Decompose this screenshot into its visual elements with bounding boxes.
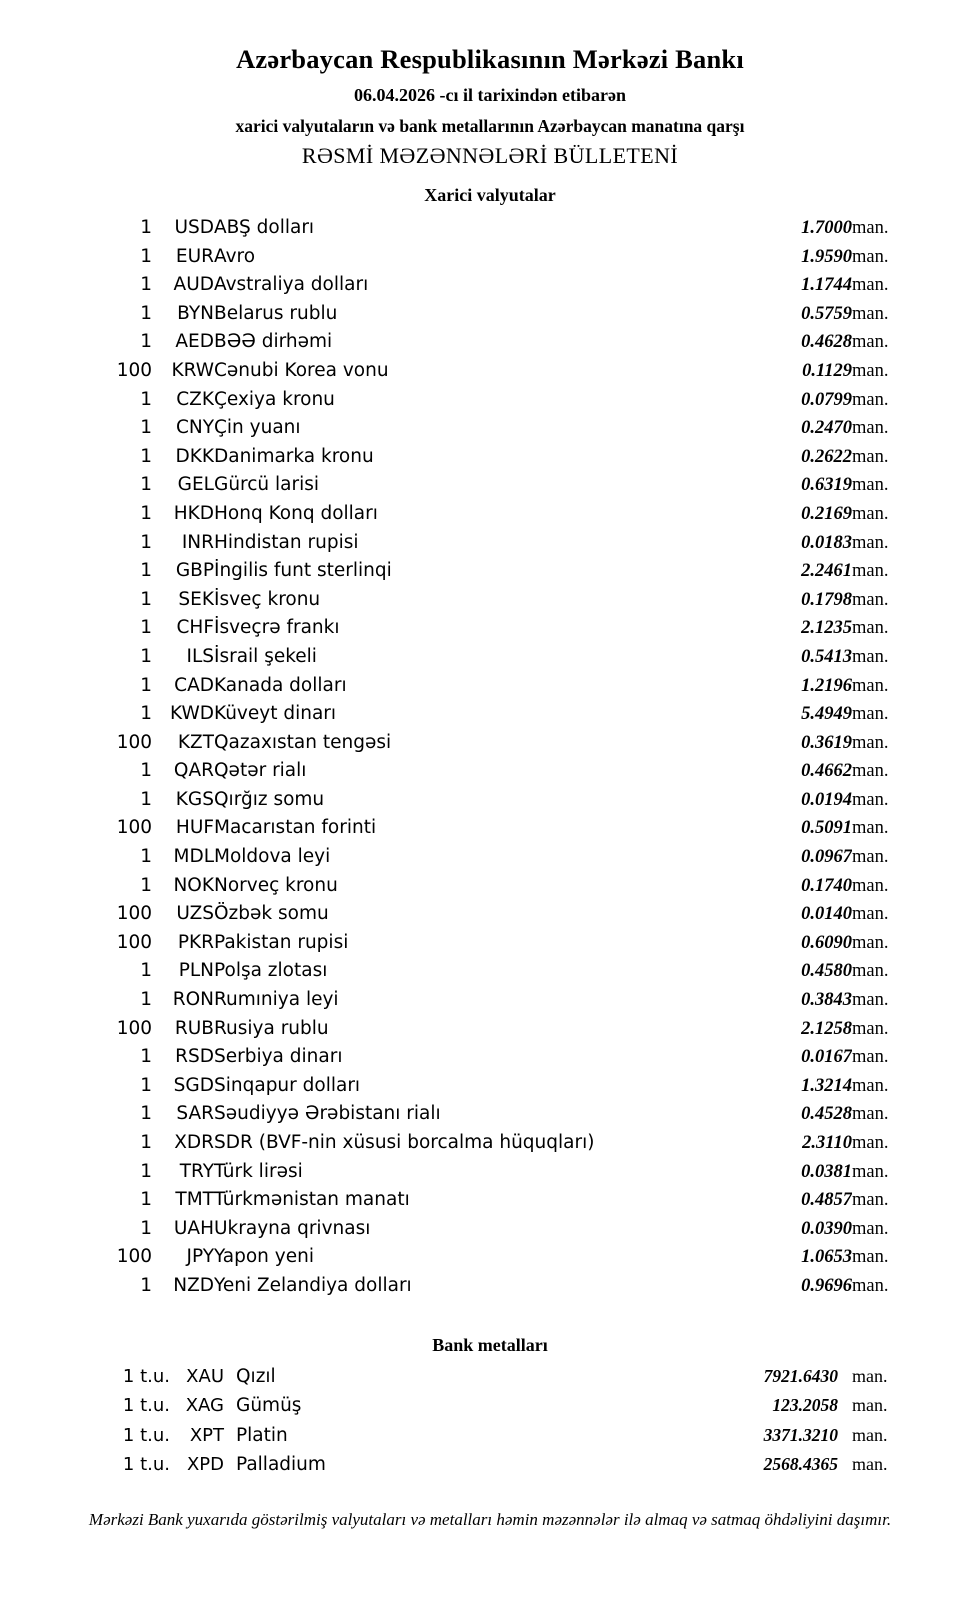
quantity-cell: 1 xyxy=(140,703,152,725)
quantity-cell: 1 xyxy=(140,302,152,324)
currency-row xyxy=(60,672,920,701)
currency-code-cell: CZK xyxy=(176,388,214,410)
rate-unit-cell: man. xyxy=(852,389,889,410)
rate-value-cell: 0.3619 xyxy=(801,732,852,753)
rate-unit-cell: man. xyxy=(852,1161,889,1182)
rate-value-cell: 2.1235 xyxy=(801,618,852,639)
currency-code-cell: AED xyxy=(175,331,214,353)
currency-code-cell: XPT xyxy=(189,1424,224,1446)
currency-row xyxy=(60,1215,920,1244)
rate-value-cell: 0.4528 xyxy=(801,1104,852,1125)
currency-code-cell: HUF xyxy=(175,817,214,839)
bulletin-heading: RƏSMİ MƏZƏNNƏLƏRİ BÜLLETENİ xyxy=(301,143,679,168)
quantity-cell: 100 xyxy=(116,903,152,925)
currency-name-cell: BƏƏ dirhəmi xyxy=(214,331,333,353)
rate-unit-cell: man. xyxy=(852,1424,888,1445)
currency-row xyxy=(60,643,920,672)
currency-name-cell: SDR (BVF-nin xüsusi borcalma hüquqları) xyxy=(214,1132,595,1153)
currency-row xyxy=(60,1100,920,1129)
currency-row xyxy=(60,1072,920,1101)
quantity-cell: 1 xyxy=(140,1189,152,1211)
currency-name-cell: Ukrayna qrivnası xyxy=(214,1217,371,1239)
quantity-cell: 1 xyxy=(140,388,152,410)
currency-name-cell: Macarıstan forinti xyxy=(214,817,377,839)
currency-name-cell: Avstraliya dolları xyxy=(214,274,369,296)
rate-unit-cell: man. xyxy=(852,961,889,982)
quantity-cell: 1 xyxy=(140,417,152,439)
quantity-cell: 1 xyxy=(140,846,152,868)
currency-row xyxy=(60,243,920,272)
rate-value-cell: 1.9590 xyxy=(801,246,852,267)
quantity-cell: 1 xyxy=(140,960,152,982)
quantity-cell: 100 xyxy=(116,1017,152,1039)
rate-value-cell: 0.0390 xyxy=(801,1218,852,1239)
currency-code-cell: RON xyxy=(172,989,214,1011)
currency-row xyxy=(60,1015,920,1044)
currency-code-cell: XAU xyxy=(186,1365,224,1387)
rate-unit-cell: man. xyxy=(852,1190,889,1211)
currency-name-cell: Gürcü larisi xyxy=(214,474,320,496)
rate-unit-cell: man. xyxy=(852,303,889,324)
currency-row xyxy=(60,300,920,329)
rate-value-cell: 0.9696 xyxy=(801,1275,852,1296)
currency-name-cell: Qazaxıstan tengəsi xyxy=(214,731,392,753)
quantity-cell: 1 xyxy=(140,331,152,353)
rate-value-cell: 5.4949 xyxy=(801,704,852,725)
rate-value-cell: 1.2196 xyxy=(801,675,852,696)
currency-code-cell: XDR xyxy=(174,1132,214,1153)
currency-row xyxy=(60,729,920,758)
currency-row xyxy=(60,1243,920,1272)
currency-code-cell: CNY xyxy=(175,417,214,439)
rate-value-cell: 0.0799 xyxy=(801,389,852,410)
currency-row xyxy=(60,843,920,872)
currency-name-cell: Honq Konq dolları xyxy=(214,502,378,524)
currency-name-cell: ABŞ dolları xyxy=(214,217,315,238)
metal-row xyxy=(60,1391,920,1421)
rate-value-cell: 1.7000 xyxy=(801,218,852,238)
rate-value-cell: 3371.3210 xyxy=(763,1424,838,1445)
quantity-cell: 1 xyxy=(140,617,152,639)
currency-row xyxy=(60,814,920,843)
rate-unit-cell: man. xyxy=(852,847,889,868)
currency-code-cell: INR xyxy=(181,531,214,553)
currency-code-cell: GBP xyxy=(175,560,214,582)
quantity-cell: 1 xyxy=(140,1046,152,1068)
currency-name-cell: Türk lirəsi xyxy=(214,1160,303,1182)
currency-row xyxy=(60,1186,920,1215)
quantity-cell: 1 t.u. xyxy=(122,1454,170,1476)
rate-value-cell: 0.4580 xyxy=(801,961,852,982)
quantity-cell: 1 xyxy=(140,760,152,782)
rate-value-cell: 0.1740 xyxy=(801,875,852,896)
rate-unit-cell: man. xyxy=(852,475,889,496)
rate-unit-cell: man. xyxy=(852,1275,889,1296)
rate-value-cell: 0.0183 xyxy=(801,532,852,553)
currency-code-cell: GEL xyxy=(177,474,214,496)
rate-value-cell: 1.0653 xyxy=(801,1247,852,1268)
rate-value-cell: 0.0140 xyxy=(801,904,852,925)
currency-name-cell: Serbiya dinarı xyxy=(214,1046,343,1068)
rate-value-cell: 0.2169 xyxy=(801,503,852,524)
currency-row xyxy=(60,872,920,901)
currency-row xyxy=(60,757,920,786)
rate-value-cell: 0.5413 xyxy=(801,646,852,667)
quantity-cell: 100 xyxy=(116,1246,152,1268)
footnote-text: Mərkəzi Bank yuxarıda göstərilmiş valyutaları və metalları həmin məzənnələr ilə almaq və satmaq öhdəliyini daşımır. xyxy=(88,1509,892,1529)
quantity-cell: 1 xyxy=(140,1103,152,1125)
rate-unit-cell: man. xyxy=(852,246,889,267)
metals-section-heading: Bank metalları xyxy=(432,1334,548,1355)
rate-value-cell: 1.3214 xyxy=(801,1075,852,1096)
rate-unit-cell: man. xyxy=(852,275,889,296)
rate-value-cell: 1.1744 xyxy=(801,275,852,296)
currency-name-cell: Moldova leyi xyxy=(214,846,331,868)
currency-code-cell: CHF xyxy=(176,617,214,639)
rate-value-cell: 2.3110 xyxy=(802,1133,852,1153)
currency-code-cell: TRY xyxy=(179,1160,214,1182)
quantity-cell: 100 xyxy=(116,359,152,381)
currency-name-cell: İngilis funt sterlinqi xyxy=(214,560,392,582)
rate-value-cell: 7921.6430 xyxy=(763,1365,838,1386)
metal-row xyxy=(60,1450,920,1480)
quantity-cell: 1 xyxy=(140,588,152,610)
rate-unit-cell: man. xyxy=(852,1104,889,1125)
currency-name-cell: Qızıl xyxy=(236,1365,276,1387)
currency-name-cell: Platin xyxy=(236,1424,288,1446)
currency-row xyxy=(60,386,920,415)
rate-unit-cell: man. xyxy=(852,1454,888,1475)
currency-code-cell: RUB xyxy=(174,1017,214,1039)
rate-value-cell: 0.4857 xyxy=(801,1190,852,1211)
currency-code-cell: SGD xyxy=(173,1074,214,1096)
currency-name-cell: Rusiya rublu xyxy=(214,1017,329,1039)
rate-unit-cell: man. xyxy=(852,1395,888,1416)
currency-name-cell: Rumıniya leyi xyxy=(214,989,339,1011)
currency-code-cell: KWD xyxy=(169,703,214,725)
rate-value-cell: 123.2058 xyxy=(772,1395,838,1416)
currency-name-cell: Özbək somu xyxy=(214,903,329,925)
quantity-cell: 1 xyxy=(140,274,152,296)
rate-value-cell: 0.1129 xyxy=(802,360,852,381)
currency-code-cell: PKR xyxy=(177,931,214,953)
currency-row xyxy=(60,929,920,958)
quantity-cell: 1 xyxy=(140,1274,152,1296)
currency-code-cell: NZD xyxy=(173,1274,214,1296)
currency-name-cell: Belarus rublu xyxy=(214,302,338,324)
quantity-cell: 1 xyxy=(140,674,152,696)
rate-value-cell: 2568.4365 xyxy=(763,1454,838,1475)
rate-unit-cell: man. xyxy=(852,1365,888,1386)
currency-name-cell: Çin yuanı xyxy=(214,417,301,439)
currency-code-cell: XAG xyxy=(185,1395,224,1417)
currency-row xyxy=(60,1043,920,1072)
currency-row xyxy=(60,214,920,243)
rate-unit-cell: man. xyxy=(852,1133,889,1153)
quantity-cell: 100 xyxy=(116,731,152,753)
currency-row xyxy=(60,557,920,586)
quantity-cell: 1 xyxy=(140,989,152,1011)
currency-name-cell: Səudiyyə Ərəbistanı rialı xyxy=(214,1103,441,1125)
rate-value-cell: 0.0967 xyxy=(801,847,852,868)
currency-code-cell: BYN xyxy=(177,302,214,324)
currency-code-cell: KGS xyxy=(175,788,214,810)
rate-unit-cell: man. xyxy=(852,1075,889,1096)
rate-unit-cell: man. xyxy=(852,1047,889,1068)
rate-value-cell: 0.5759 xyxy=(801,303,852,324)
rate-value-cell: 0.6090 xyxy=(801,932,852,953)
rate-value-cell: 0.5091 xyxy=(801,818,852,839)
rate-unit-cell: man. xyxy=(852,675,889,696)
rate-value-cell: 0.2470 xyxy=(801,418,852,439)
quantity-cell: 1 xyxy=(140,788,152,810)
currency-name-cell: Pakistan rupisi xyxy=(214,931,349,953)
rate-unit-cell: man. xyxy=(852,561,889,582)
currency-rates-body xyxy=(60,214,920,1301)
currency-row xyxy=(60,700,920,729)
quantity-cell: 100 xyxy=(116,817,152,839)
subtitle-line: xarici valyutaların və bank metallarının Azərbaycan manatına qarşı xyxy=(235,116,745,136)
metal-row xyxy=(60,1421,920,1451)
rate-unit-cell: man. xyxy=(852,1247,889,1268)
currency-row xyxy=(60,586,920,615)
currency-code-cell: ILS xyxy=(186,645,214,667)
quantity-cell: 1 t.u. xyxy=(122,1395,170,1417)
currency-name-cell: Kanada dolları xyxy=(214,674,347,696)
currency-code-cell: KRW xyxy=(171,359,214,381)
currency-name-cell: Yapon yeni xyxy=(214,1246,314,1268)
quantity-cell: 1 xyxy=(140,1160,152,1182)
currency-code-cell: MDL xyxy=(173,846,214,868)
currency-name-cell: Qətər rialı xyxy=(214,760,307,782)
rate-value-cell: 0.3843 xyxy=(801,990,852,1011)
quantity-cell: 1 t.u. xyxy=(122,1365,170,1387)
quantity-cell: 1 xyxy=(140,645,152,667)
currency-name-cell: İsveç kronu xyxy=(214,588,321,610)
rate-value-cell: 2.1258 xyxy=(801,1018,852,1039)
currency-name-cell: Norveç kronu xyxy=(214,874,338,896)
quantity-cell: 1 xyxy=(140,445,152,467)
rate-unit-cell: man. xyxy=(852,904,889,925)
rate-value-cell: 0.0167 xyxy=(801,1047,852,1068)
currencies-section-heading: Xarici valyutalar xyxy=(424,185,556,205)
currency-row xyxy=(60,271,920,300)
effective-date-line: 06.04.2026 -cı il tarixindən etibarən xyxy=(354,85,626,105)
currency-name-cell: Türkmənistan manatı xyxy=(214,1189,410,1211)
currency-name-cell: Yeni Zelandiya dolları xyxy=(214,1274,412,1296)
currency-rates-table xyxy=(60,214,920,1301)
quantity-cell: 1 xyxy=(140,245,152,267)
quantity-cell: 1 xyxy=(140,474,152,496)
currency-code-cell: AUD xyxy=(173,274,214,296)
currency-code-cell: SEK xyxy=(178,588,214,610)
currency-code-cell: UZS xyxy=(176,903,214,925)
rate-unit-cell: man. xyxy=(852,618,889,639)
rate-value-cell: 0.0194 xyxy=(801,789,852,810)
currency-code-cell: NOK xyxy=(173,874,214,896)
rate-value-cell: 0.4662 xyxy=(801,761,852,782)
metal-row xyxy=(60,1362,920,1392)
currency-row xyxy=(60,614,920,643)
currency-row xyxy=(60,471,920,500)
quantity-cell: 1 xyxy=(140,217,152,238)
currency-row xyxy=(60,957,920,986)
rate-value-cell: 0.2622 xyxy=(801,446,852,467)
quantity-cell: 1 xyxy=(140,502,152,524)
currency-row xyxy=(60,986,920,1015)
currency-code-cell: CAD xyxy=(174,674,214,696)
quantity-cell: 1 t.u. xyxy=(122,1424,170,1446)
rate-unit-cell: man. xyxy=(852,789,889,810)
rate-unit-cell: man. xyxy=(852,218,889,238)
currency-code-cell: KZT xyxy=(177,731,214,753)
rate-unit-cell: man. xyxy=(852,818,889,839)
currency-name-cell: İsrail şekeli xyxy=(214,645,317,667)
currency-code-cell: SAR xyxy=(176,1103,214,1125)
rate-unit-cell: man. xyxy=(852,418,889,439)
quantity-cell: 1 xyxy=(140,874,152,896)
metal-rates-table xyxy=(60,1362,920,1480)
currency-row xyxy=(60,1272,920,1301)
currency-name-cell: Gümüş xyxy=(236,1395,302,1417)
rate-value-cell: 0.1798 xyxy=(801,589,852,610)
currency-row xyxy=(60,786,920,815)
quantity-cell: 1 xyxy=(140,1074,152,1096)
rate-unit-cell: man. xyxy=(852,1018,889,1039)
currency-row xyxy=(60,328,920,357)
rate-unit-cell: man. xyxy=(852,646,889,667)
currency-code-cell: RSD xyxy=(175,1046,214,1068)
quantity-cell: 1 xyxy=(140,531,152,553)
currency-row xyxy=(60,900,920,929)
rate-unit-cell: man. xyxy=(852,1218,889,1239)
currency-row xyxy=(60,443,920,472)
rate-unit-cell: man. xyxy=(852,990,889,1011)
rate-unit-cell: man. xyxy=(852,704,889,725)
currency-name-cell: Hindistan rupisi xyxy=(214,531,359,553)
currency-name-cell: Küveyt dinarı xyxy=(214,703,337,725)
rate-unit-cell: man. xyxy=(852,875,889,896)
currency-name-cell: Sinqapur dolları xyxy=(214,1074,361,1096)
currency-name-cell: Cənubi Korea vonu xyxy=(214,359,389,381)
rate-unit-cell: man. xyxy=(852,446,889,467)
rate-unit-cell: man. xyxy=(852,532,889,553)
currency-row xyxy=(60,1129,920,1158)
currency-name-cell: Qırğız somu xyxy=(214,788,325,810)
currency-code-cell: EUR xyxy=(175,245,214,267)
currency-row xyxy=(60,500,920,529)
rate-value-cell: 2.2461 xyxy=(801,561,852,582)
currency-name-cell: Avro xyxy=(214,245,256,267)
currency-code-cell: TMT xyxy=(175,1189,214,1211)
currency-row xyxy=(60,357,920,386)
currency-row xyxy=(60,414,920,443)
currency-code-cell: QAR xyxy=(173,760,214,782)
currency-code-cell: JPY xyxy=(186,1246,214,1268)
currency-name-cell: Palladium xyxy=(236,1454,326,1476)
rate-unit-cell: man. xyxy=(852,360,889,381)
currency-name-cell: Polşa zlotası xyxy=(214,960,328,982)
quantity-cell: 1 xyxy=(140,1217,152,1239)
currency-code-cell: UAH xyxy=(173,1217,214,1239)
rate-unit-cell: man. xyxy=(852,503,889,524)
rate-unit-cell: man. xyxy=(852,761,889,782)
currency-row xyxy=(60,529,920,558)
currency-name-cell: Çexiya kronu xyxy=(214,388,335,410)
rate-unit-cell: man. xyxy=(852,732,889,753)
rate-value-cell: 0.6319 xyxy=(801,475,852,496)
currency-code-cell: DKK xyxy=(175,445,214,467)
currency-name-cell: İsveçrə frankı xyxy=(214,617,340,639)
page-title: Azərbaycan Respublikasının Mərkəzi Bankı xyxy=(236,44,744,74)
currency-code-cell: PLN xyxy=(178,960,214,982)
quantity-cell: 100 xyxy=(116,931,152,953)
quantity-cell: 1 xyxy=(140,1132,152,1153)
currency-code-cell: HKD xyxy=(173,502,214,524)
currency-name-cell: Danimarka kronu xyxy=(214,445,374,467)
rate-value-cell: 0.0381 xyxy=(801,1161,852,1182)
currency-code-cell: XPD xyxy=(186,1454,224,1476)
currency-row xyxy=(60,1158,920,1187)
metal-rates-body xyxy=(60,1362,920,1480)
rate-unit-cell: man. xyxy=(852,932,889,953)
rate-unit-cell: man. xyxy=(852,589,889,610)
currency-code-cell: USD xyxy=(174,217,214,238)
rate-value-cell: 0.4628 xyxy=(801,332,852,353)
rate-unit-cell: man. xyxy=(852,332,889,353)
quantity-cell: 1 xyxy=(140,560,152,582)
